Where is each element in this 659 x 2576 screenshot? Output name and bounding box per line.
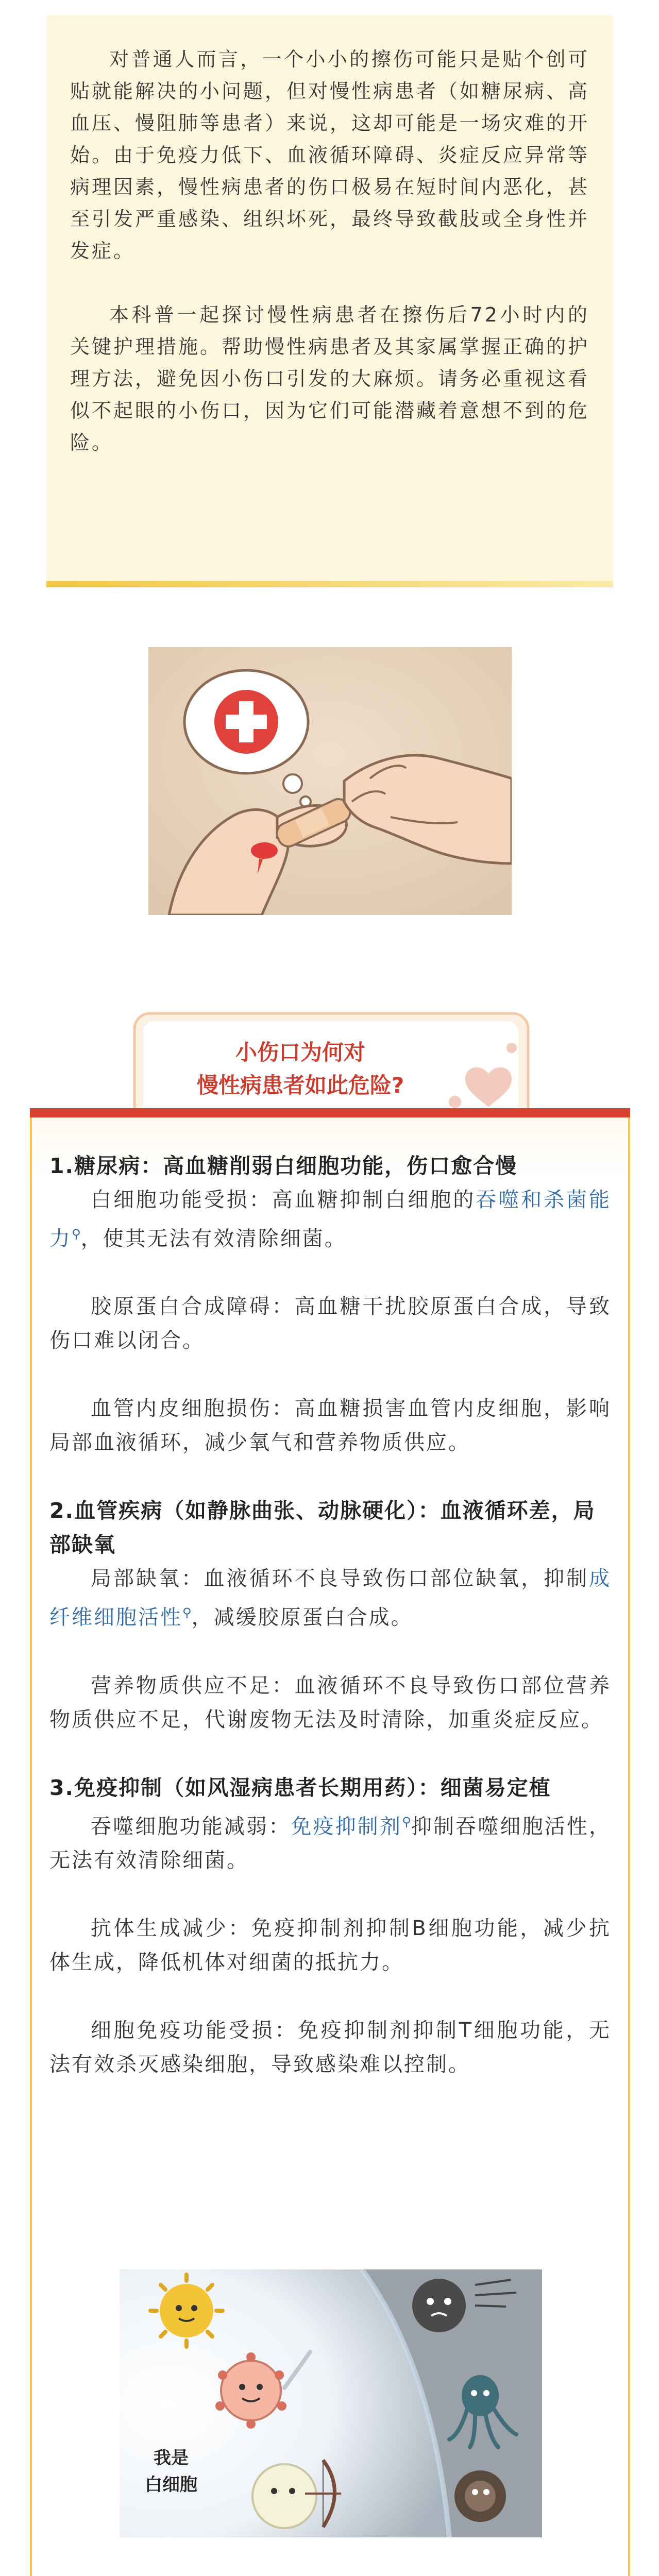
spacer — [49, 1737, 611, 1771]
search-icon[interactable]: ⚲ — [402, 1814, 411, 1829]
intro-box — [46, 15, 613, 582]
term-link[interactable]: 免疫抑制剂 — [291, 1814, 402, 1838]
section-2-title: 2.血管疾病（如静脉曲张、动脉硬化）：血液循环差，局部缺氧 — [49, 1498, 596, 1557]
callout-line-2: 慢性病患者如此危险? — [196, 1073, 404, 1098]
bandage-illustration — [148, 647, 512, 915]
section-3-item-3: 细胞免疫功能受损：免疫抑制剂抑制T细胞功能，无法有效杀灭感染细胞，导致感染难以控制。 — [49, 2018, 611, 2076]
item-text: ，使其无法有效清除细菌。 — [80, 1227, 347, 1251]
label-line-1: 我是 — [154, 2448, 189, 2468]
section-2-item-2: 营养物质供应不足：血液循环不良导致伤口部位营养物质供应不足，代谢废物无法及时清除，加重炎症反应。 — [49, 1673, 611, 1732]
search-icon[interactable]: ⚲ — [72, 1227, 81, 1241]
intro-underline — [46, 581, 613, 587]
term-link[interactable]: 吞噬和杀菌能力 — [49, 1188, 612, 1251]
item-text: ，减缓胶原蛋白合成。 — [191, 1605, 413, 1630]
item-text: 抑制吞噬细胞活性，无法有效清除细菌。 — [49, 1814, 612, 1872]
section-1-item-1 — [49, 1183, 611, 1256]
section-1-title: 1.糖尿病：高血糖削弱白细胞功能，伤口愈合慢 — [49, 1154, 518, 1178]
spacer — [49, 1877, 611, 1911]
term-link[interactable]: 成纤维细胞活性 — [49, 1567, 611, 1630]
spacer — [49, 1460, 611, 1494]
white-blood-cell-illustration — [120, 2269, 542, 2537]
intro-paragraph-1: 对普通人而言，一个小小的擦伤可能只是贴个创可贴就能解决的小问题，但对慢性病患者（如糖尿病、高血压、慢阻肺等患者）来说，这却可能是一场灾难的开始。由于免疫力低下、血液循环障碍、炎症反应异常等病理因素，慢性病患者的伤口极易在短时间内恶化，甚至引发严重感染、组织坏死，最终导致截肢或全身性并发症。 — [70, 48, 590, 262]
spacer — [49, 1635, 611, 1669]
section-1-item-3: 血管内皮细胞损伤：高血糖损害血管内皮细胞，影响局部血液循环，减少氧气和营养物质供应。 — [49, 1397, 611, 1455]
search-icon[interactable]: ⚲ — [182, 1605, 192, 1620]
section-3-title: 3.免疫抑制（如风湿病患者长期用药）：细菌易定植 — [49, 1775, 551, 1800]
section-1-item-2: 胶原蛋白合成障碍：高血糖干扰胶原蛋白合成，导致伤口难以闭合。 — [49, 1295, 611, 1353]
section-2-item-1 — [49, 1562, 611, 1634]
label-line-2: 白细胞 — [145, 2475, 197, 2495]
item-text: 白细胞功能受损：高血糖抑制白细胞的 — [91, 1188, 476, 1212]
section-3-item-1 — [49, 1805, 611, 1877]
illustration-label — [130, 2445, 212, 2498]
item-text: 局部缺氧：血液循环不良导致伤口部位缺氧，抑制 — [91, 1567, 589, 1591]
spacer — [49, 1979, 611, 2013]
content-body — [49, 1149, 611, 2081]
section-top-bar — [30, 1108, 630, 1117]
callout-line-1: 小伤口为何对 — [235, 1040, 365, 1065]
section-3-item-2: 抗体生成减少：免疫抑制剂抑制B细胞功能，减少抗体生成，降低机体对细菌的抵抗力。 — [49, 1916, 611, 1974]
intro-paragraph-2: 本科普一起探讨慢性病患者在擦伤后72小时内的关键护理措施。帮助慢性病患者及其家属掌握正确的护理方法，避免因小伤口引发的大麻烦。请务必重视这看似不起眼的小伤口，因为它们可能潜藏着意想不到的危险。 — [70, 303, 590, 454]
spacer — [49, 1358, 611, 1392]
spacer — [49, 1256, 611, 1290]
item-text: 吞噬细胞功能减弱： — [91, 1814, 291, 1838]
